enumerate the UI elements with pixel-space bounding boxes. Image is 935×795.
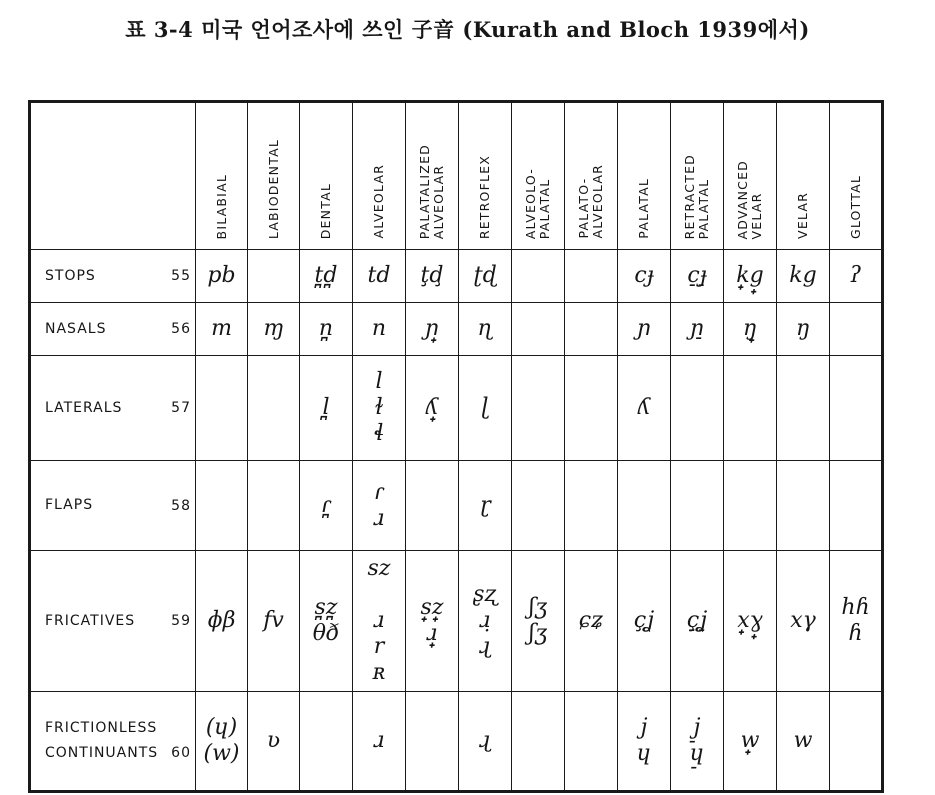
column-header-label: RETROFLEX [477, 154, 492, 239]
symbol-cell: s̪z̪ θð [300, 551, 353, 692]
symbol-cell [777, 461, 830, 551]
symbol-cell [512, 461, 565, 551]
symbol-cell: ʎ [618, 356, 671, 461]
column-header [196, 102, 248, 250]
symbol-cell: ɲ [618, 303, 671, 356]
table-row [30, 551, 883, 692]
symbol-cell [406, 692, 459, 792]
row-header [30, 692, 196, 792]
symbol-cell [512, 692, 565, 792]
symbol-cell: ɸβ [196, 551, 248, 692]
symbol-cell: td [353, 250, 406, 303]
symbol-cell: pb [196, 250, 248, 303]
symbol-cell [565, 250, 618, 303]
symbol-cell [196, 461, 248, 551]
symbol-cell: l ɫ ɬ [353, 356, 406, 461]
row-number: 59 [171, 613, 191, 629]
symbol-cell [777, 356, 830, 461]
symbol-cell: ţḑ [406, 250, 459, 303]
table-row [30, 692, 883, 792]
column-header-label: DENTAL [318, 182, 333, 239]
column-header [300, 102, 353, 250]
column-header [777, 102, 830, 250]
symbol-cell: ʈɖ [459, 250, 512, 303]
symbol-cell: ŋ [777, 303, 830, 356]
symbol-cell: w̟ [724, 692, 777, 792]
symbol-cell: kg [777, 250, 830, 303]
column-header [512, 102, 565, 250]
column-header-label: GLOTTAL [847, 174, 863, 239]
symbol-cell: ɹ [353, 692, 406, 792]
table-row [30, 356, 883, 461]
column-header [406, 102, 459, 250]
row-label: FRICATIVES [45, 612, 136, 629]
symbol-cell: ɕʑ [565, 551, 618, 692]
column-header [248, 102, 300, 250]
symbol-cell: ɾ̪ [300, 461, 353, 551]
column-header-label: ALVEOLAR [371, 164, 386, 239]
row-number: 57 [171, 400, 191, 416]
column-header [565, 102, 618, 250]
row-label: FRICTIONLESS CONTINUANTS [45, 720, 159, 761]
symbol-cell: j ɥ [618, 692, 671, 792]
symbol-cell: fv [248, 551, 300, 692]
column-header [353, 102, 406, 250]
symbol-cell: l̪ [300, 356, 353, 461]
row-label: FLAPS [45, 497, 94, 513]
symbol-cell: ɲ̟ [406, 303, 459, 356]
symbol-cell [248, 250, 300, 303]
symbol-cell [512, 356, 565, 461]
symbol-cell [512, 250, 565, 303]
symbol-cell: x̟ɣ̟ [724, 551, 777, 692]
column-header [830, 102, 883, 250]
row-header [30, 551, 196, 692]
row-number: 56 [171, 321, 191, 337]
column-header-label: VELAR [795, 192, 810, 239]
consonant-table [28, 100, 884, 793]
symbol-cell [565, 303, 618, 356]
symbol-cell: s̟z̟ ɹ̟ [406, 551, 459, 692]
symbol-cell: t̪d̪ [300, 250, 353, 303]
symbol-cell: hɦ ɦ [830, 551, 883, 692]
column-header-label: PALATALIZED ALVEOLAR [417, 143, 446, 239]
symbol-cell: (ɥ) (w) [196, 692, 248, 792]
symbol-cell: ɱ [248, 303, 300, 356]
column-header-label: PALATAL [636, 178, 651, 239]
row-number: 55 [171, 268, 191, 284]
symbol-cell: ç̠ʝ̠ [671, 551, 724, 692]
symbol-cell: cɟ [618, 250, 671, 303]
row-header [30, 356, 196, 461]
symbol-cell [830, 461, 883, 551]
symbol-cell: ɭ [459, 356, 512, 461]
corner-cell [30, 102, 196, 250]
symbol-cell: ɽ [459, 461, 512, 551]
column-header-label: LABIODENTAL [265, 138, 281, 239]
symbol-cell: w [777, 692, 830, 792]
column-header-label: BILABIAL [213, 173, 229, 239]
symbol-cell: n̪ [300, 303, 353, 356]
column-header-label: PALATO- ALVEOLAR [576, 164, 605, 239]
column-header-label: ALVEOLO- PALATAL [523, 167, 552, 239]
symbol-cell: m [196, 303, 248, 356]
symbol-cell: ɳ [459, 303, 512, 356]
row-header [30, 303, 196, 356]
symbol-cell: c̠ɟ̠ [671, 250, 724, 303]
symbol-cell [565, 692, 618, 792]
symbol-cell: k̟g̟ [724, 250, 777, 303]
symbol-cell: sz ɹ r ʀ [353, 551, 406, 692]
symbol-cell [196, 356, 248, 461]
symbol-cell: ʋ [248, 692, 300, 792]
row-number: 60 [171, 745, 191, 761]
symbol-cell: ŋ̟ [724, 303, 777, 356]
row-number: 58 [171, 497, 191, 514]
symbol-cell [830, 303, 883, 356]
row-label: NASALS [45, 320, 107, 337]
column-header [459, 102, 512, 250]
symbol-cell: n [353, 303, 406, 356]
column-header-label: RETRACTED PALATAL [682, 153, 711, 239]
column-header [671, 102, 724, 250]
symbol-cell [248, 461, 300, 551]
symbol-cell [565, 356, 618, 461]
table-row [30, 250, 883, 303]
symbol-cell: ʂʐ ɹ̣ ɻ [459, 551, 512, 692]
table-caption: 표 3-4 미국 언어조사에 쓰인 子音 (Kurath and Bloch 1939에서) [125, 17, 810, 42]
symbol-cell: ɾ ɹ [353, 461, 406, 551]
row-header [30, 461, 196, 551]
symbol-cell: ʃʒ ʃʒ [512, 551, 565, 692]
column-header [618, 102, 671, 250]
symbol-cell [406, 461, 459, 551]
column-header-label: ADVANCED VELAR [735, 159, 764, 239]
symbol-cell: xγ [777, 551, 830, 692]
symbol-cell [724, 461, 777, 551]
symbol-cell: ɲ̠ [671, 303, 724, 356]
symbol-cell [830, 692, 883, 792]
symbol-cell: ʔ [830, 250, 883, 303]
symbol-cell [618, 461, 671, 551]
symbol-cell [300, 692, 353, 792]
symbol-cell: ɻ [459, 692, 512, 792]
symbol-cell [724, 356, 777, 461]
symbol-cell [671, 461, 724, 551]
symbol-cell: j̠ ɥ̠ [671, 692, 724, 792]
row-label: STOPS [45, 267, 96, 284]
table-row [30, 461, 883, 551]
symbol-cell [830, 356, 883, 461]
symbol-cell [671, 356, 724, 461]
symbol-cell: ʎ̟ [406, 356, 459, 461]
symbol-cell [248, 356, 300, 461]
header-row [30, 102, 883, 250]
column-header [724, 102, 777, 250]
symbol-cell [512, 303, 565, 356]
table-row [30, 303, 883, 356]
row-header [30, 250, 196, 303]
symbol-cell [565, 461, 618, 551]
symbol-cell: çʝ [618, 551, 671, 692]
row-label: LATERALS [45, 399, 123, 416]
